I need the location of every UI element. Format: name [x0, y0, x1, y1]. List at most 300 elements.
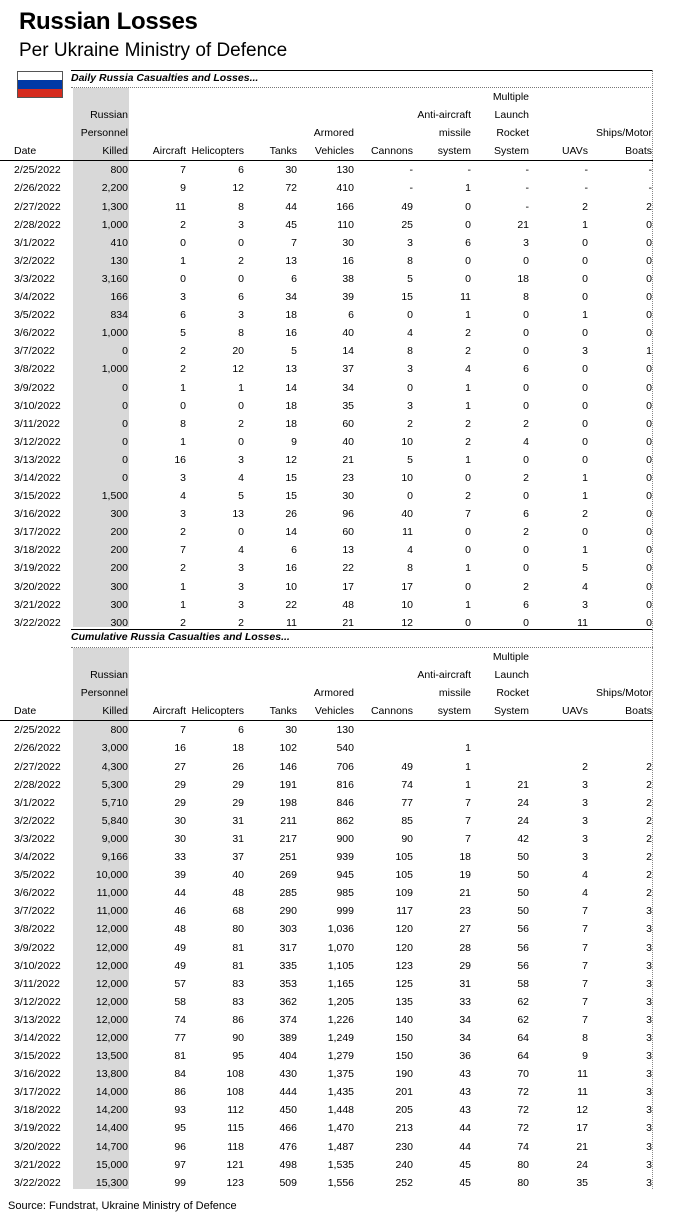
value-cell: 4 [238, 544, 244, 557]
value-cell: 5 [291, 345, 297, 358]
table-row [0, 252, 653, 270]
value-cell: - [584, 182, 588, 195]
value-cell: 8 [407, 254, 413, 267]
value-cell: 0 [646, 272, 652, 285]
value-cell: 1,000 [101, 327, 128, 340]
value-cell: 27 [459, 923, 471, 936]
value-cell: 30 [285, 164, 297, 177]
value-cell: 108 [226, 1068, 244, 1081]
value-cell: 213 [395, 1122, 413, 1135]
value-cell: 1,226 [327, 1013, 354, 1026]
value-cell: 5,300 [101, 778, 128, 791]
date-cell: 3/11/2022 [14, 417, 60, 430]
value-cell: 3 [646, 959, 652, 972]
value-cell: 2 [582, 200, 588, 213]
value-cell: 3 [238, 562, 244, 575]
value-cell: 16 [285, 327, 297, 340]
value-cell: 1 [180, 254, 186, 267]
value-cell: 16 [174, 453, 186, 466]
value-cell: 4 [465, 363, 471, 376]
date-cell: 3/5/2022 [14, 309, 55, 322]
daily-header-cell: Rocket [496, 127, 529, 140]
value-cell: 303 [279, 923, 297, 936]
cumulative-header-cell: Multiple [492, 651, 529, 663]
value-cell: 0 [465, 580, 471, 593]
value-cell: 2 [646, 778, 652, 791]
value-cell: 198 [279, 796, 297, 809]
date-cell: 3/7/2022 [14, 345, 55, 358]
value-cell: 0 [523, 562, 529, 575]
daily-header-cell: Vehicles [298, 142, 355, 161]
value-cell: 18 [285, 309, 297, 322]
value-cell: 300 [110, 616, 128, 629]
value-cell: 64 [517, 1031, 529, 1044]
value-cell: 130 [110, 254, 128, 267]
cumulative-header-cell [530, 684, 589, 702]
value-cell: 30 [174, 832, 186, 845]
table-row [0, 1156, 653, 1174]
value-cell: 1 [582, 490, 588, 503]
value-cell: 12,000 [95, 959, 128, 972]
value-cell: 11 [577, 616, 588, 629]
value-cell: 2 [465, 345, 471, 358]
value-cell: 77 [401, 796, 413, 809]
value-cell: 7 [180, 164, 186, 177]
value-cell: 1 [180, 381, 186, 394]
value-cell: 410 [336, 182, 354, 195]
cumulative-header-cell [0, 684, 73, 702]
value-cell: 3 [180, 508, 186, 521]
table-row [0, 721, 653, 740]
value-cell: 123 [395, 959, 413, 972]
value-cell: 0 [122, 435, 128, 448]
daily-header-cell: Cannons [355, 142, 414, 161]
value-cell: 80 [232, 923, 244, 936]
value-cell [589, 721, 653, 740]
value-cell: 4 [582, 580, 588, 593]
value-cell: 2 [582, 760, 588, 773]
value-cell: 217 [279, 832, 297, 845]
value-cell: 2 [523, 526, 529, 539]
value-cell: 18 [285, 417, 297, 430]
value-cell: 12 [576, 1104, 588, 1117]
cumulative-header-cell [530, 648, 589, 666]
value-cell: 11,000 [96, 905, 128, 918]
value-cell: 12 [232, 182, 244, 195]
value-cell: 0 [646, 417, 652, 430]
value-cell: 3 [646, 977, 652, 990]
cumulative-header-cell: Helicopters [187, 702, 245, 721]
value-cell: - [584, 164, 588, 177]
value-cell: 21 [517, 778, 529, 791]
value-cell: 70 [517, 1068, 529, 1081]
value-cell: 6 [465, 236, 471, 249]
value-cell: 96 [342, 508, 354, 521]
value-cell: 48 [232, 887, 244, 900]
value-cell: 0 [523, 345, 529, 358]
value-cell: 24 [517, 814, 529, 827]
value-cell: 14,700 [95, 1140, 128, 1153]
value-cell: 1,070 [327, 941, 354, 954]
value-cell: 706 [336, 760, 354, 773]
value-cell: 49 [174, 941, 186, 954]
daily-header-cell [129, 124, 187, 142]
cumulative-header-cell: Ships/Motor [595, 687, 652, 700]
table-row [0, 993, 653, 1011]
table-row [0, 902, 653, 920]
value-cell: 49 [174, 959, 186, 972]
value-cell: 374 [279, 1013, 297, 1026]
value-cell: 8 [180, 417, 186, 430]
value-cell: 0 [465, 200, 471, 213]
value-cell: 31 [232, 814, 244, 827]
value-cell: 230 [395, 1140, 413, 1153]
value-cell: 115 [227, 1122, 244, 1135]
value-cell: 0 [582, 399, 588, 412]
date-cell: 2/25/2022 [14, 164, 61, 177]
value-cell: 1,375 [327, 1068, 354, 1081]
daily-header-cell: missile [438, 127, 471, 140]
value-cell: 72 [517, 1122, 529, 1135]
value-cell: 15 [401, 291, 413, 304]
value-cell: 3 [646, 1031, 652, 1044]
value-cell: 498 [279, 1158, 297, 1171]
value-cell: 16 [174, 742, 186, 755]
value-cell: 2,200 [101, 182, 128, 195]
cumulative-header-cell [298, 666, 355, 684]
table-row [0, 794, 653, 812]
value-cell: 1 [465, 562, 471, 575]
value-cell: 0 [646, 291, 652, 304]
value-cell: 56 [517, 941, 529, 954]
value-cell: 72 [285, 182, 297, 195]
value-cell: 1 [465, 760, 471, 773]
value-cell: 0 [582, 254, 588, 267]
date-cell: 3/4/2022 [14, 851, 55, 864]
value-cell: 404 [279, 1050, 297, 1063]
value-cell: - [409, 164, 413, 177]
value-cell: 123 [226, 1176, 244, 1189]
value-cell: 0 [582, 453, 588, 466]
value-cell: 83 [232, 995, 244, 1008]
value-cell: 1 [238, 381, 244, 394]
value-cell: 0 [238, 526, 244, 539]
value-cell: 816 [336, 778, 354, 791]
value-cell: 99 [174, 1176, 186, 1189]
cumulative-header-cell: Russian [90, 669, 128, 682]
value-cell: 0 [523, 381, 529, 394]
table-row [0, 433, 653, 451]
value-cell: 17 [576, 1122, 588, 1135]
value-cell: - [525, 164, 529, 177]
value-cell: 3 [646, 1013, 652, 1026]
value-cell: 0 [646, 598, 652, 611]
cumulative-header-cell: UAVs [530, 702, 589, 721]
value-cell: 2 [523, 580, 529, 593]
value-cell: 21 [342, 616, 354, 629]
value-cell: 13 [232, 508, 244, 521]
value-cell: 3 [646, 1122, 652, 1135]
value-cell: 21 [576, 1140, 588, 1153]
value-cell: 7 [582, 923, 588, 936]
table-row [0, 360, 653, 378]
value-cell: 6 [523, 363, 529, 376]
value-cell: 81 [232, 959, 244, 972]
value-cell: 9 [180, 182, 186, 195]
value-cell: 1,500 [101, 490, 128, 503]
value-cell: 5 [407, 272, 413, 285]
value-cell: 300 [110, 580, 128, 593]
value-cell: 2 [180, 218, 186, 231]
cumulative-section-rule [71, 629, 653, 630]
value-cell: 7 [582, 905, 588, 918]
value-cell: 0 [646, 580, 652, 593]
cumulative-header-cell: Boats [589, 702, 653, 721]
table-row [0, 1011, 653, 1029]
date-cell: 3/13/2022 [14, 1013, 61, 1026]
table-row [0, 342, 653, 360]
value-cell: 60 [342, 526, 354, 539]
table-row [0, 216, 653, 234]
value-cell: 68 [232, 905, 244, 918]
table-row [0, 288, 653, 306]
date-cell: 3/22/2022 [14, 1176, 61, 1189]
table-row [0, 523, 653, 541]
daily-header-cell [0, 88, 73, 106]
value-cell: 49 [401, 760, 413, 773]
value-cell: 23 [342, 471, 354, 484]
value-cell: 33 [459, 995, 471, 1008]
value-cell: 211 [280, 814, 297, 827]
value-cell: 190 [395, 1068, 413, 1081]
value-cell: 19 [459, 869, 471, 882]
value-cell: 72 [517, 1104, 529, 1117]
daily-header-cell [73, 88, 129, 106]
value-cell: 16 [342, 254, 354, 267]
value-cell: 12,000 [95, 1013, 128, 1026]
value-cell: 2 [646, 760, 652, 773]
cumulative-header-cell [187, 648, 245, 666]
daily-header-cell: Date [0, 142, 73, 161]
value-cell: 0 [582, 435, 588, 448]
cumulative-header-cell [245, 666, 298, 684]
value-cell: 3 [582, 814, 588, 827]
value-cell: 1,205 [327, 995, 354, 1008]
value-cell: 34 [342, 381, 354, 394]
value-cell: 3 [646, 1176, 652, 1189]
cumulative-header-cell [245, 648, 298, 666]
value-cell: 15,300 [95, 1176, 128, 1189]
value-cell: 3 [646, 941, 652, 954]
value-cell: 0 [523, 327, 529, 340]
date-cell: 3/20/2022 [14, 580, 61, 593]
value-cell: 5,840 [101, 814, 128, 827]
value-cell: 40 [342, 327, 354, 340]
value-cell: 1,000 [101, 218, 128, 231]
value-cell: 2 [238, 254, 244, 267]
value-cell: 74 [401, 778, 413, 791]
value-cell: 1,448 [327, 1104, 354, 1117]
value-cell: 0 [238, 399, 244, 412]
date-cell: 3/16/2022 [14, 508, 61, 521]
value-cell: 252 [395, 1176, 413, 1189]
date-cell: 3/16/2022 [14, 1068, 61, 1081]
value-cell: 0 [582, 236, 588, 249]
value-cell: 945 [336, 869, 354, 882]
value-cell: 25 [401, 218, 413, 231]
value-cell: 389 [279, 1031, 297, 1044]
value-cell: 2 [180, 345, 186, 358]
value-cell: 11 [577, 1086, 588, 1099]
value-cell: 0 [646, 399, 652, 412]
value-cell: 24 [517, 796, 529, 809]
cumulative-header-cell: Vehicles [298, 702, 355, 721]
value-cell: 0 [465, 272, 471, 285]
value-cell: - [648, 164, 652, 177]
value-cell: 12,000 [95, 1031, 128, 1044]
daily-header-row [0, 142, 653, 161]
value-cell: 410 [110, 236, 128, 249]
table-row [0, 1083, 653, 1101]
value-cell: 18 [459, 851, 471, 864]
value-cell: 34 [459, 1013, 471, 1026]
value-cell: 27 [174, 760, 186, 773]
table-row [0, 884, 653, 902]
daily-header-cell [589, 106, 653, 124]
value-cell: 362 [279, 995, 297, 1008]
value-cell: 50 [517, 851, 529, 864]
value-cell: 81 [174, 1050, 186, 1063]
value-cell: 205 [395, 1104, 413, 1117]
value-cell: 1 [465, 742, 471, 755]
cumulative-header-row [0, 684, 653, 702]
value-cell: 108 [226, 1086, 244, 1099]
table-row [0, 1101, 653, 1119]
table-row [0, 179, 653, 197]
daily-header-row [0, 88, 653, 106]
value-cell: 2 [646, 887, 652, 900]
value-cell: 40 [401, 508, 413, 521]
value-cell: 4 [582, 869, 588, 882]
date-cell: 2/26/2022 [14, 182, 61, 195]
value-cell: 121 [226, 1158, 244, 1171]
value-cell: 21 [459, 887, 471, 900]
value-cell: 40 [342, 435, 354, 448]
daily-header-row [0, 124, 653, 142]
value-cell: 3 [407, 363, 413, 376]
value-cell: 56 [517, 959, 529, 972]
cumulative-header-cell [245, 684, 298, 702]
table-row [0, 469, 653, 487]
value-cell: 12,000 [95, 923, 128, 936]
value-cell: 0 [122, 381, 128, 394]
value-cell: - [525, 200, 529, 213]
value-cell: 6 [523, 508, 529, 521]
value-cell: 16 [285, 562, 297, 575]
value-cell: 1 [646, 345, 652, 358]
value-cell: 300 [110, 598, 128, 611]
date-cell: 3/3/2022 [14, 272, 55, 285]
cumulative-header-cell [73, 648, 129, 666]
value-cell: 5,710 [101, 796, 128, 809]
value-cell: 0 [523, 453, 529, 466]
value-cell: 0 [465, 616, 471, 629]
date-cell: 3/18/2022 [14, 1104, 61, 1117]
value-cell: 13 [285, 254, 297, 267]
value-cell: 13 [342, 544, 354, 557]
date-cell: 3/1/2022 [14, 236, 55, 249]
value-cell: 3 [646, 995, 652, 1008]
value-cell: 0 [407, 309, 413, 322]
value-cell: 146 [279, 760, 297, 773]
value-cell: 85 [401, 814, 413, 827]
table-row [0, 830, 653, 848]
value-cell: 3 [646, 1050, 652, 1063]
value-cell: 31 [459, 977, 471, 990]
value-cell: 60 [342, 417, 354, 430]
value-cell: 0 [582, 526, 588, 539]
value-cell: 44 [174, 887, 186, 900]
cumulative-section-title: Cumulative Russia Casualties and Losses... [71, 631, 290, 643]
value-cell: 50 [517, 887, 529, 900]
value-cell: 30 [342, 490, 354, 503]
value-cell: 14 [285, 526, 297, 539]
date-cell: 3/10/2022 [14, 399, 61, 412]
date-cell: 3/4/2022 [14, 291, 55, 304]
value-cell: 1 [465, 399, 471, 412]
value-cell: 8 [407, 562, 413, 575]
value-cell: 109 [395, 887, 413, 900]
value-cell: 7 [465, 796, 471, 809]
value-cell: 800 [110, 724, 128, 737]
value-cell: 39 [342, 291, 354, 304]
value-cell: 10 [401, 471, 413, 484]
value-cell: 8 [238, 200, 244, 213]
daily-header-cell: Anti-aircraft [417, 109, 471, 122]
value-cell: 862 [336, 814, 354, 827]
daily-header-cell: Killed [73, 142, 129, 161]
date-cell: 3/22/2022 [14, 616, 61, 629]
value-cell: 125 [395, 977, 413, 990]
value-cell: 3 [646, 1086, 652, 1099]
daily-header-cell: Personnel [80, 127, 128, 140]
table-row [0, 559, 653, 577]
value-cell: 2 [523, 417, 529, 430]
value-cell: 240 [395, 1158, 413, 1171]
value-cell: 10,000 [95, 869, 128, 882]
date-cell: 3/12/2022 [14, 435, 61, 448]
value-cell: 0 [465, 218, 471, 231]
daily-header-cell [530, 88, 589, 106]
value-cell: 0 [523, 490, 529, 503]
daily-section-title: Daily Russia Casualties and Losses... [71, 72, 259, 84]
value-cell: 29 [232, 778, 244, 791]
value-cell: 0 [646, 254, 652, 267]
date-cell: 3/19/2022 [14, 562, 61, 575]
daily-header-cell: Aircraft [129, 142, 187, 161]
value-cell: 12,000 [95, 977, 128, 990]
table-row [0, 975, 653, 993]
value-cell: 3,160 [101, 272, 128, 285]
value-cell: 1 [465, 453, 471, 466]
value-cell: 0 [646, 435, 652, 448]
daily-header-cell: system [414, 142, 472, 161]
cumulative-header-cell: missile [438, 687, 471, 700]
value-cell: 0 [407, 490, 413, 503]
value-cell: 29 [174, 796, 186, 809]
value-cell: 0 [523, 544, 529, 557]
value-cell: 3 [646, 1068, 652, 1081]
